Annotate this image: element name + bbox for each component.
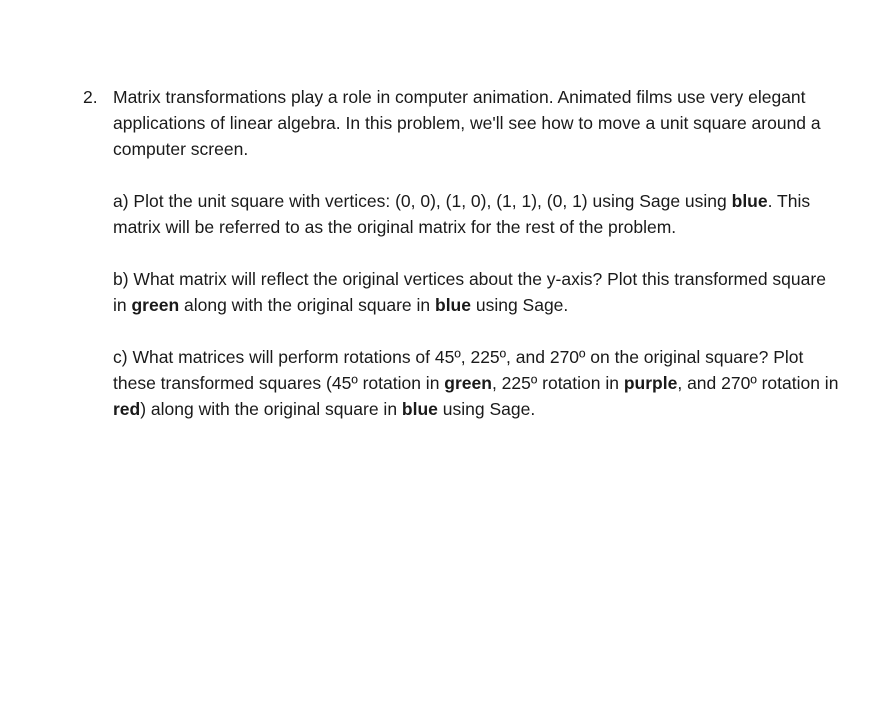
part-c-bold-blue: blue bbox=[401, 399, 438, 419]
part-c-bold-green: green bbox=[444, 373, 492, 393]
part-b-text-2: along with the original square in bbox=[179, 295, 435, 315]
part-b-text-3: using Sage. bbox=[470, 295, 569, 315]
part-b bbox=[113, 266, 843, 318]
part-b-bold-blue: blue bbox=[435, 295, 471, 315]
part-c-text-3: , and 270º rotation in bbox=[677, 373, 839, 393]
part-a-bold-blue: blue bbox=[731, 191, 768, 211]
problem-number: 2. bbox=[83, 87, 98, 107]
part-c-bold-red: red bbox=[113, 399, 141, 419]
part-c-bold-purple: purple bbox=[623, 373, 678, 393]
part-a-text-2: . This matrix will be referred to as the original matrix for the rest of the problem. bbox=[113, 191, 811, 237]
part-c bbox=[113, 344, 843, 422]
part-b-bold-green: green bbox=[131, 295, 180, 315]
part-c-text-5: using Sage. bbox=[437, 399, 536, 419]
problem-intro: Matrix transformations play a role in computer animation. Animated films use very elegant applications of linear algebra. In this problem, we'll see how to move a unit square around a computer screen. bbox=[113, 87, 821, 159]
part-c-text-4: ) along with the original square in bbox=[140, 399, 402, 419]
part-a bbox=[113, 188, 843, 240]
part-a-text-1: a) Plot the unit square with vertices: (0, 0), (1, 0), (1, 1), (0, 1) using Sage using bbox=[113, 191, 732, 211]
part-c-text-2: , 225º rotation in bbox=[491, 373, 624, 393]
part-b-text-1: b) What matrix will reflect the original vertices about the y-axis? Plot this transformed square in bbox=[113, 269, 826, 315]
problem-body bbox=[113, 84, 843, 448]
part-c-text-1: c) What matrices will perform rotations of 45º, 225º, and 270º on the original square? Plot these transformed squares (45º rotation in bbox=[113, 347, 804, 393]
